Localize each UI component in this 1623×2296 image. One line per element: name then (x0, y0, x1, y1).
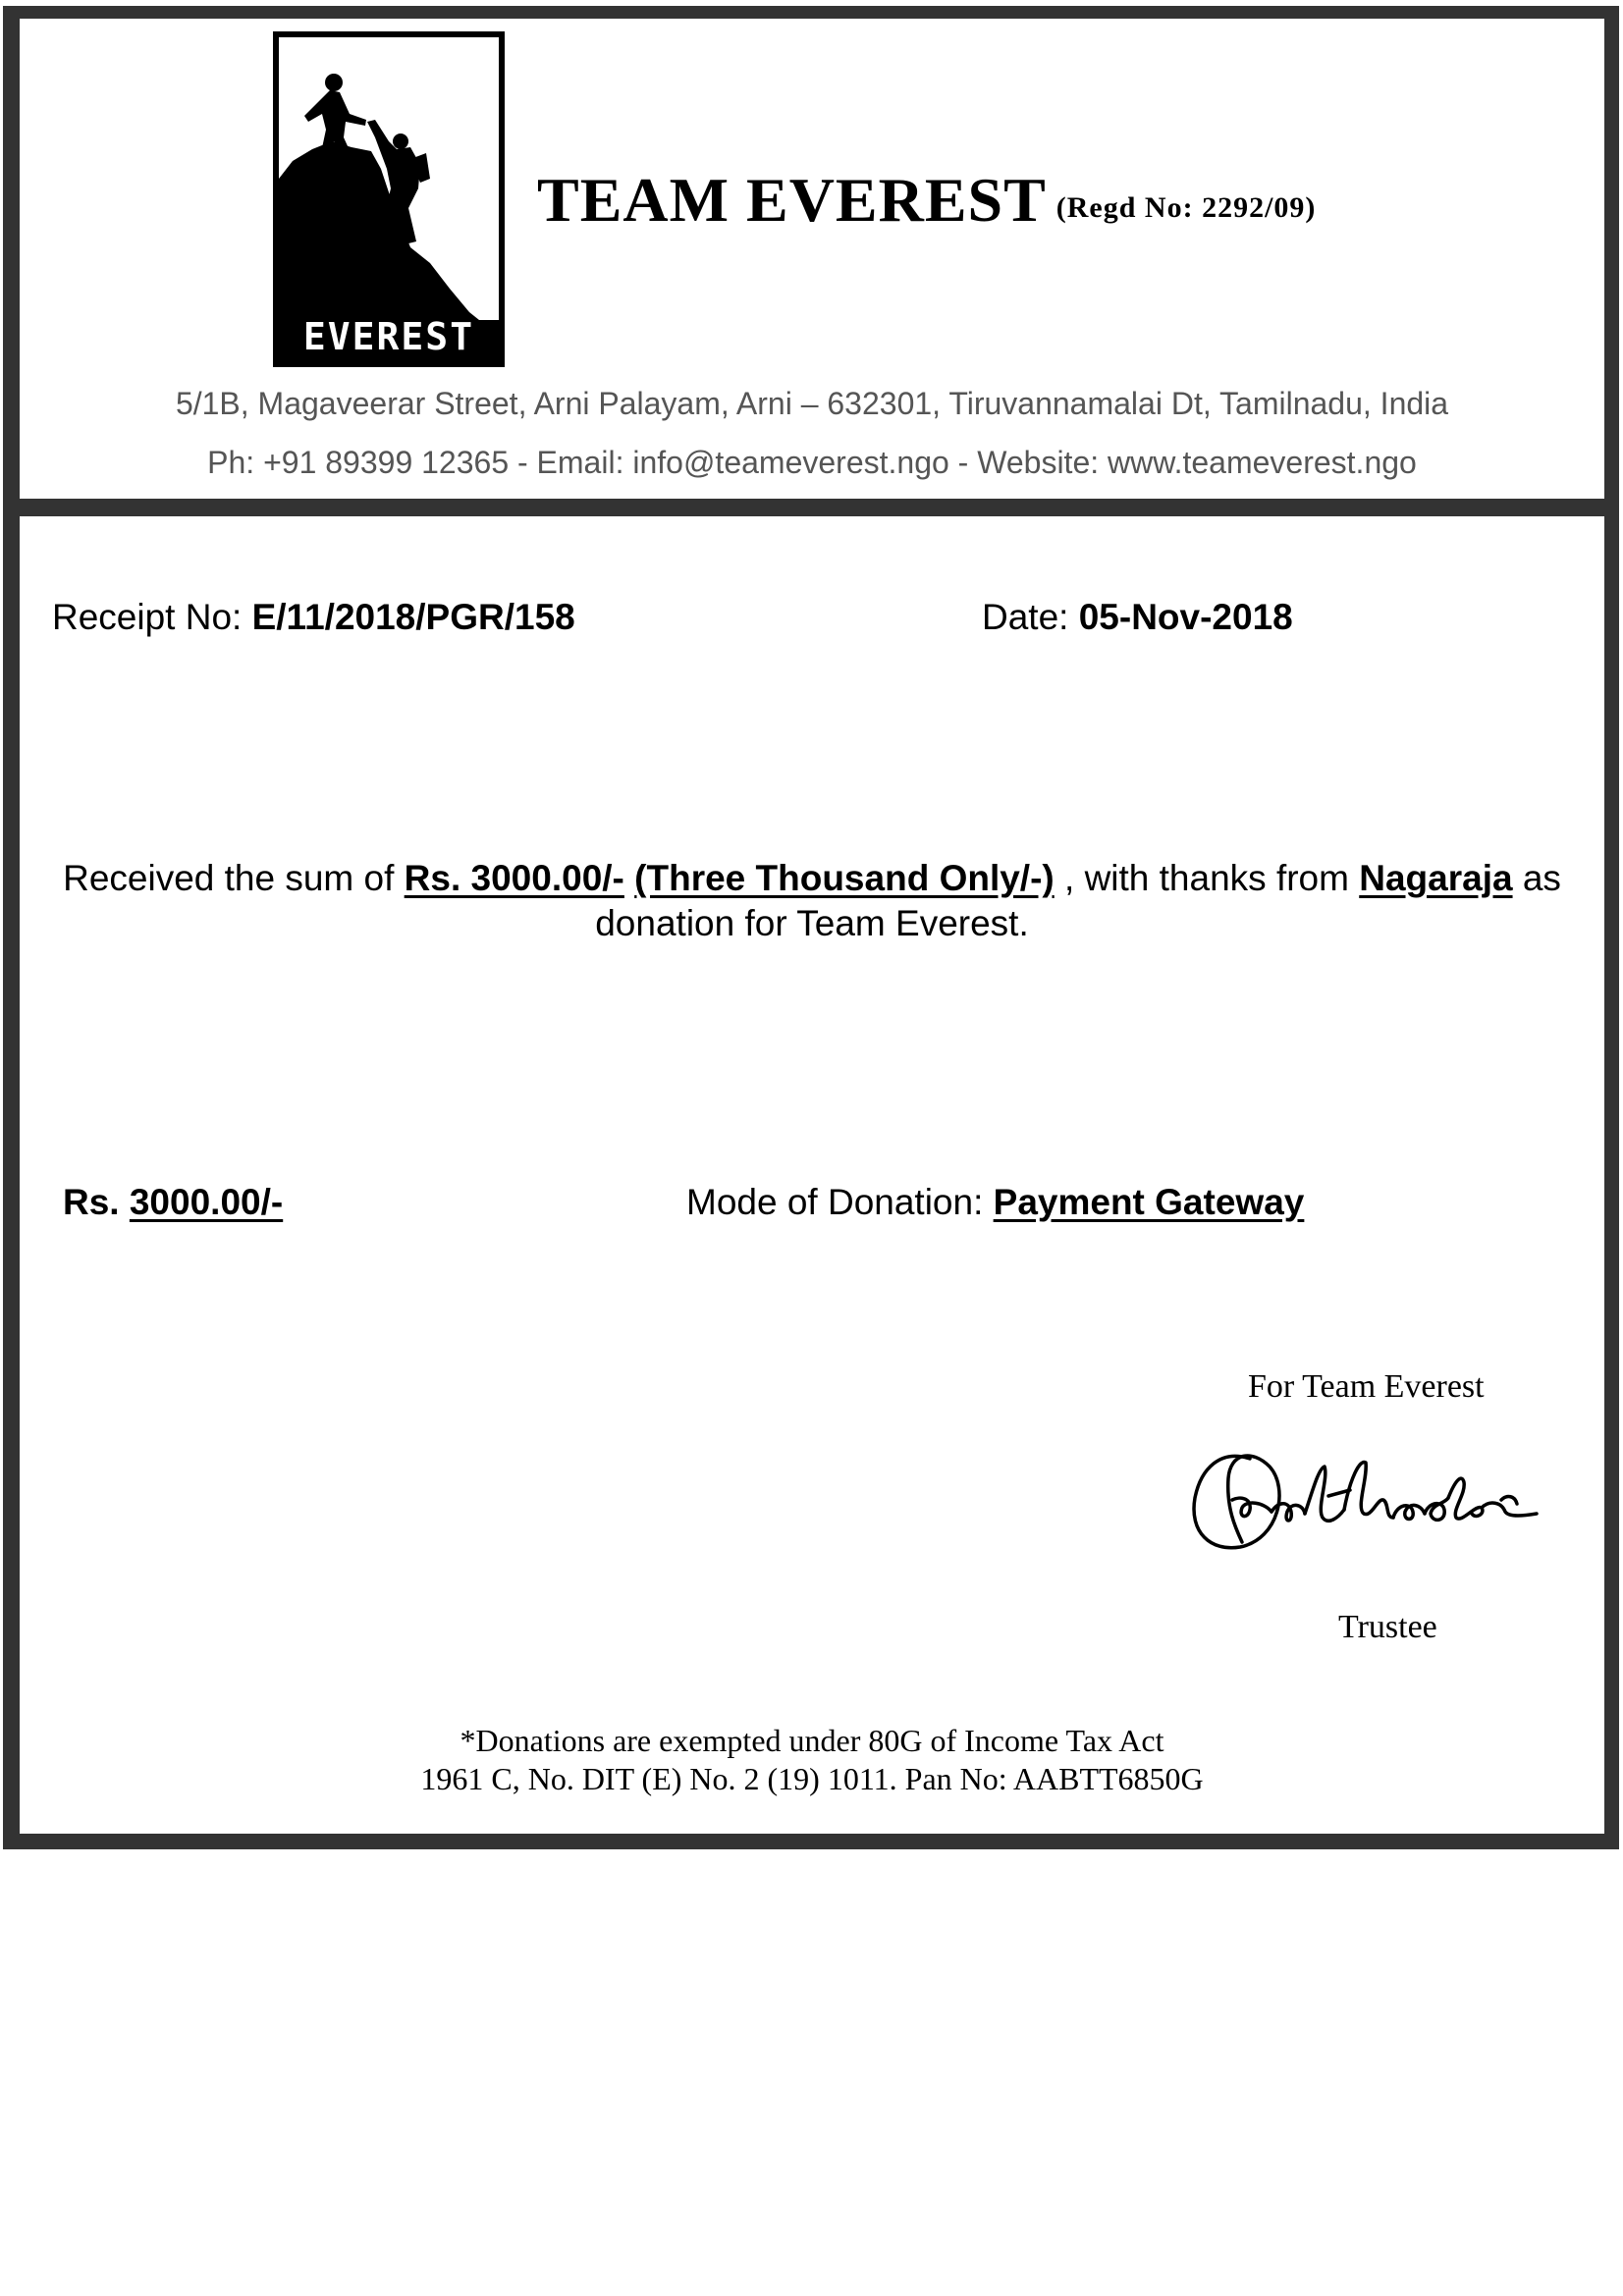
org-name: TEAM EVEREST (537, 165, 1047, 235)
amount-line (63, 1182, 283, 1223)
registration-number: (Regd No: 2292/09) (1055, 191, 1317, 224)
mode-label: Mode of Donation: (686, 1182, 984, 1222)
receipt-number-line (52, 597, 575, 638)
tax-note-line-1: *Donations are exempted under 80G of Income Tax Act (460, 1723, 1164, 1758)
trustee-signature (1181, 1439, 1594, 1567)
donor-name: Nagaraja (1359, 858, 1513, 898)
signatory-title: Trustee (1338, 1609, 1437, 1645)
mode-line (686, 1182, 1304, 1223)
tax-exemption-note (20, 1722, 1604, 1798)
donation-suffix: as donation for Team Everest. (595, 858, 1561, 943)
received-prefix: Received the sum of (63, 858, 395, 898)
address: 5/1B, Magaveerar Street, Arni Palayam, Arni – 632301, Tiruvannamalai Dt, Tamilnadu, India (175, 386, 1449, 421)
date-label: Date: (982, 597, 1069, 637)
date-line (982, 597, 1293, 638)
rs-label: Rs. (63, 1182, 120, 1222)
org-name-line (537, 164, 1316, 237)
header-panel (16, 15, 1608, 503)
amount-text: Rs. 3000.00/- (404, 858, 624, 898)
receipt-body (16, 512, 1608, 1838)
tax-note-line-2: 1961 C, No. DIT (E) No. 2 (19) 1011. Pan No: AABTT6850G (420, 1761, 1204, 1796)
received-statement (20, 856, 1604, 946)
receipt-number-label: Receipt No: (52, 597, 243, 637)
for-organization: For Team Everest (1248, 1368, 1485, 1405)
amount-in-words: (Three Thousand Only/-) (634, 858, 1055, 898)
receipt-number: E/11/2018/PGR/158 (251, 597, 575, 637)
logo-caption: EVEREST (302, 315, 475, 358)
receipt-date: 05-Nov-2018 (1078, 597, 1293, 637)
donation-mode: Payment Gateway (993, 1182, 1305, 1222)
thanks-text: , with thanks from (1064, 858, 1349, 898)
contact-line: Ph: +91 89399 12365 - Email: info@teameverest.ngo - Website: www.teameverest.ngo (207, 445, 1417, 480)
rs-amount: 3000.00/- (129, 1182, 284, 1222)
